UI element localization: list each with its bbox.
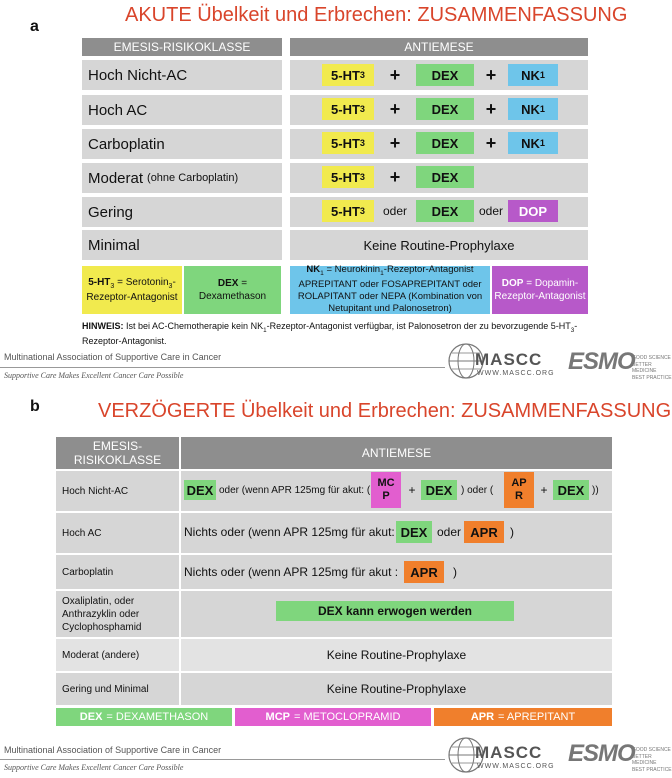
legend-dop-text bbox=[492, 277, 588, 303]
panel-b-title: VERZÖGERTE Übelkeit und Erbrechen: ZUSAMMENFASSUNG bbox=[98, 400, 672, 422]
b-gering-text: Keine Routine-Prophylaxe bbox=[326, 682, 467, 696]
b-r3-text1: Nichts oder (wenn APR 125mg für akut : bbox=[184, 565, 399, 579]
legend-b-mcp bbox=[235, 708, 431, 726]
legend-ht3-eq: = Serotonin bbox=[114, 276, 169, 288]
plus-sign: + bbox=[408, 483, 416, 497]
legend-b-apr bbox=[434, 708, 612, 726]
legend-dop-rest: = Dopamin-Rezeptor-Antagonist bbox=[494, 278, 586, 302]
plus-sign: + bbox=[389, 98, 401, 119]
b-row-label-oxaliplatin: Oxaliplatin, oder Anthrazyklin oder Cyclophosphamid bbox=[62, 595, 142, 633]
mascc-logo-text: MASCC bbox=[475, 350, 543, 369]
esmo-tagline bbox=[632, 355, 672, 381]
dex-pill: DEX bbox=[416, 166, 474, 188]
note-part1: Ist bei AC-Chemotherapie kein NK bbox=[123, 321, 264, 331]
mascc-url: WWW.MASCC.ORG bbox=[477, 370, 555, 377]
footer-divider bbox=[0, 367, 445, 368]
dop-pill: DOP bbox=[508, 200, 558, 222]
plus-sign: + bbox=[485, 98, 497, 119]
legend-dex-text bbox=[184, 277, 281, 303]
legend-b-dex-rest: = DEXAMETHASON bbox=[106, 711, 209, 723]
b-row-label-moderat-andere: Moderat (andere) bbox=[62, 649, 140, 661]
a-row-label-hoch-nicht-ac: Hoch Nicht-AC bbox=[88, 66, 188, 84]
ht3-sub: 3 bbox=[359, 138, 365, 148]
ht3-sub: 3 bbox=[359, 206, 365, 216]
dex-consider-pill: DEX kann erwogen werden bbox=[276, 601, 514, 621]
legend-ht3-abbr: 5-HT bbox=[88, 276, 111, 288]
ht3-text: 5-HT bbox=[331, 203, 360, 219]
plus-sign: + bbox=[485, 64, 497, 85]
nk-text: NK bbox=[521, 101, 540, 117]
dex-pill: DEX bbox=[553, 480, 589, 500]
legend-nk-eq: = Neurokinin bbox=[323, 264, 381, 276]
legend-ht3-sub: 3 bbox=[110, 282, 115, 290]
legend-dex bbox=[184, 266, 281, 314]
b-header-risk: EMESIS-RISIKOKLASSE bbox=[56, 437, 179, 469]
legend-nk-abbr: NK bbox=[306, 264, 321, 276]
plus-sign: + bbox=[540, 483, 548, 497]
ht3-sub: 3 bbox=[359, 104, 365, 114]
esmo-tag-1: GOOD SCIENCE bbox=[632, 747, 671, 753]
apr-pill: APR bbox=[404, 561, 444, 583]
ht3-text: 5-HT bbox=[331, 135, 360, 151]
mascc-url: WWW.MASCC.ORG bbox=[477, 763, 555, 770]
apr-pill: AP R bbox=[504, 472, 534, 508]
esmo-logo-text: ESMO bbox=[568, 348, 635, 375]
a-row-label-gering: Gering bbox=[88, 203, 134, 221]
moderat-note: (ohne Carboplatin) bbox=[147, 172, 239, 184]
b-header-antiemese: ANTIEMESE bbox=[181, 437, 612, 469]
note-sub2: 3 bbox=[570, 326, 575, 334]
b-r1-text3: )) bbox=[592, 484, 599, 496]
legend-nk1 bbox=[290, 266, 490, 314]
b-r2-text1: Nichts oder (wenn APR 125mg für akut: bbox=[184, 525, 395, 539]
a-note bbox=[82, 320, 592, 347]
ht3-text: 5-HT bbox=[331, 101, 360, 117]
legend-b-apr-rest: = APREPITANT bbox=[498, 711, 576, 723]
dex-pill: DEX bbox=[421, 480, 457, 500]
a-minimal-text: Keine Routine-Prophylaxe bbox=[363, 237, 515, 253]
esmo-tag-2: BETTER MEDICINE bbox=[632, 361, 657, 374]
b-r1-text1: oder (wenn APR 125mg für akut: ( bbox=[219, 484, 371, 496]
note-label: HINWEIS: bbox=[82, 321, 124, 331]
b-r1-text2: ) oder ( bbox=[461, 484, 494, 496]
nk-text: NK bbox=[521, 67, 540, 83]
b-row-label-hoch-ac: Hoch AC bbox=[62, 527, 102, 539]
dex-pill: DEX bbox=[416, 132, 474, 154]
legend-nk-rest: -Rezeptor-Antagonist APREPITANT oder FOSAPREPITANT oder ROLAPITANT oder NEPA (Kombination von Netupitant und Palonosetron) bbox=[297, 264, 483, 315]
esmo-tag-1: GOOD SCIENCE bbox=[632, 355, 671, 361]
footer-divider bbox=[0, 759, 445, 760]
ht3-pill bbox=[322, 200, 374, 222]
a-row-label-minimal: Minimal bbox=[88, 236, 140, 254]
esmo-tag-3: BEST PRACTICE bbox=[632, 766, 672, 773]
nk-sub: 1 bbox=[539, 70, 545, 80]
ht3-pill bbox=[322, 64, 374, 86]
footer-slogan: Supportive Care Makes Excellent Cancer Care Possible bbox=[4, 371, 184, 380]
nk-text: NK bbox=[521, 135, 540, 151]
legend-dex-rest: = Dexamethason bbox=[198, 278, 267, 302]
dex-pill: DEX bbox=[416, 98, 474, 120]
esmo-tagline bbox=[632, 747, 672, 773]
ht3-sub: 3 bbox=[359, 70, 365, 80]
a-row-label-carboplatin: Carboplatin bbox=[88, 135, 165, 153]
b-row-label-hoch-nicht-ac: Hoch Nicht-AC bbox=[62, 485, 129, 497]
panel-a-title: AKUTE Übelkeit und Erbrechen: ZUSAMMENFASSUNG bbox=[125, 4, 628, 26]
ht3-pill bbox=[322, 166, 374, 188]
oder-text: oder bbox=[478, 204, 504, 218]
nk-sub: 1 bbox=[539, 104, 545, 114]
legend-dop bbox=[492, 266, 588, 314]
plus-sign: + bbox=[389, 132, 401, 153]
legend-ht3-sub2: 3 bbox=[168, 282, 173, 290]
nk1-pill bbox=[508, 132, 558, 154]
ht3-pill bbox=[322, 98, 374, 120]
ht3-text: 5-HT bbox=[331, 67, 360, 83]
dex-pill: DEX bbox=[396, 521, 432, 543]
legend-nk1-text bbox=[290, 264, 490, 316]
legend-b-dex bbox=[56, 708, 232, 726]
legend-dex-abbr: DEX bbox=[217, 278, 239, 289]
b-r2-oder: oder bbox=[437, 525, 462, 539]
legend-ht3-text bbox=[82, 276, 182, 304]
moderat-label: Moderat bbox=[88, 169, 144, 187]
a-row-label-hoch-ac: Hoch AC bbox=[88, 101, 148, 119]
esmo-tag-2: BETTER MEDICINE bbox=[632, 753, 657, 766]
note-part2: -Rezeptor-Antagonist verfügbar, ist Palonosetron der zu bevorzugende 5-HT bbox=[266, 321, 571, 331]
footer-org: Multinational Association of Supportive Care in Cancer bbox=[4, 745, 222, 755]
footer-org: Multinational Association of Supportive Care in Cancer bbox=[4, 352, 222, 362]
legend-ht3 bbox=[82, 266, 182, 314]
b-row-label-gering-minimal: Gering und Minimal bbox=[62, 683, 149, 695]
nk1-pill bbox=[508, 64, 558, 86]
dex-pill: DEX bbox=[184, 480, 216, 500]
legend-dop-abbr: DOP bbox=[501, 278, 524, 289]
b-r2-text2: ) bbox=[510, 525, 514, 539]
plus-sign: + bbox=[389, 64, 401, 85]
nk-sub: 1 bbox=[539, 138, 545, 148]
b-r3-text2: ) bbox=[453, 565, 457, 579]
esmo-logo-text: ESMO bbox=[568, 740, 635, 767]
mcp-pill: MC P bbox=[371, 472, 401, 508]
ht3-sub: 3 bbox=[359, 172, 365, 182]
dex-pill: DEX bbox=[416, 200, 474, 222]
nk1-pill bbox=[508, 98, 558, 120]
b-row-label-carboplatin: Carboplatin bbox=[62, 566, 114, 578]
footer-slogan: Supportive Care Makes Excellent Cancer Care Possible bbox=[4, 763, 184, 772]
legend-b-mcp-abbr: MCP bbox=[265, 711, 290, 723]
esmo-tag-3: BEST PRACTICE bbox=[632, 374, 672, 381]
a-header-antiemese: ANTIEMESE bbox=[290, 38, 588, 56]
mascc-logo-text: MASCC bbox=[475, 743, 543, 762]
a-row-label-moderat bbox=[82, 163, 238, 193]
ht3-pill bbox=[322, 132, 374, 154]
apr-pill: APR bbox=[464, 521, 504, 543]
oder-text: oder bbox=[382, 204, 408, 218]
note-part3: -Rezeptor-Antagonist. bbox=[82, 321, 578, 347]
legend-b-dex-abbr: DEX bbox=[79, 711, 103, 723]
b-moderat-text: Keine Routine-Prophylaxe bbox=[326, 648, 467, 662]
ht3-text: 5-HT bbox=[331, 169, 360, 185]
panel-b-letter: b bbox=[30, 398, 40, 415]
legend-ht3-rest: -Rezeptor-Antagonist bbox=[86, 276, 178, 304]
legend-nk-sub: 1 bbox=[320, 270, 324, 278]
legend-nk-sub2: 1 bbox=[380, 270, 384, 278]
legend-b-mcp-rest: = METOCLOPRAMID bbox=[293, 711, 401, 723]
plus-sign: + bbox=[389, 166, 401, 187]
plus-sign: + bbox=[485, 132, 497, 153]
dex-pill: DEX bbox=[416, 64, 474, 86]
panel-a-letter: a bbox=[30, 18, 39, 35]
a-header-risk: EMESIS-RISIKOKLASSE bbox=[82, 38, 282, 56]
note-sub1: 1 bbox=[263, 326, 267, 334]
legend-b-apr-abbr: APR bbox=[470, 711, 495, 723]
